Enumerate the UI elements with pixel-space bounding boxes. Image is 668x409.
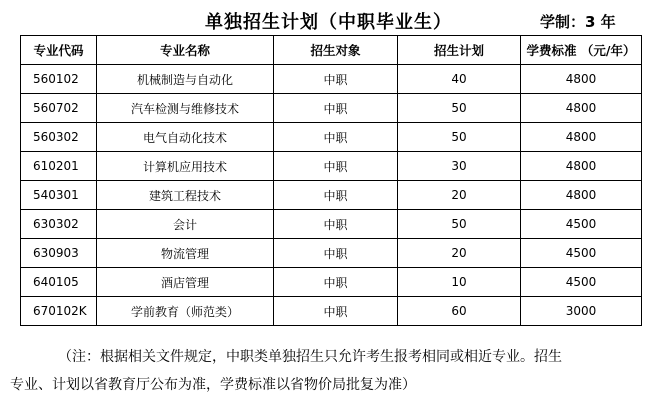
- plan-cell: 50: [398, 123, 521, 152]
- fee-cell: 4800: [521, 65, 642, 94]
- document-title: 单独招生计划（中职毕业生）: [205, 12, 452, 33]
- header-major-name: 专业名称: [97, 36, 274, 65]
- table-row: [21, 65, 642, 94]
- table-row: [21, 123, 642, 152]
- target-cell: 中职: [274, 123, 398, 152]
- table-header-row: [21, 36, 642, 65]
- major-name-cell: 建筑工程技术: [97, 181, 274, 210]
- fee-cell: 3000: [521, 297, 642, 326]
- table-row: [21, 181, 642, 210]
- major-code-cell: 560702: [21, 94, 97, 123]
- major-name-cell: 电气自动化技术: [97, 123, 274, 152]
- plan-cell: 60: [398, 297, 521, 326]
- enrollment-plan-table: [20, 35, 642, 326]
- table-row: [21, 210, 642, 239]
- target-cell: 中职: [274, 65, 398, 94]
- fee-cell: 4800: [521, 123, 642, 152]
- table-row: [21, 268, 642, 297]
- major-name-cell: 物流管理: [97, 239, 274, 268]
- target-cell: 中职: [274, 181, 398, 210]
- table-row: [21, 152, 642, 181]
- major-code-cell: 630903: [21, 239, 97, 268]
- table-row: [21, 297, 642, 326]
- plan-cell: 50: [398, 94, 521, 123]
- major-name-cell: 机械制造与自动化: [97, 65, 274, 94]
- major-code-cell: 560102: [21, 65, 97, 94]
- major-code-cell: 640105: [21, 268, 97, 297]
- target-cell: 中职: [274, 210, 398, 239]
- program-duration: 学制：3 年: [540, 13, 616, 31]
- plan-cell: 20: [398, 181, 521, 210]
- fee-cell: 4800: [521, 181, 642, 210]
- major-code-cell: 670102K: [21, 297, 97, 326]
- major-code-cell: 610201: [21, 152, 97, 181]
- fee-cell: 4500: [521, 239, 642, 268]
- footnote-line-1: （注：根据相关文件规定，中职类单独招生只允许考生报考相同或相近专业。招生: [58, 349, 562, 365]
- target-cell: 中职: [274, 152, 398, 181]
- fee-cell: 4500: [521, 268, 642, 297]
- major-name-cell: 酒店管理: [97, 268, 274, 297]
- target-cell: 中职: [274, 94, 398, 123]
- major-code-cell: 540301: [21, 181, 97, 210]
- header-enrollment-target: 招生对象: [274, 36, 398, 65]
- header-tuition-fee: 学费标准 （元/年）: [521, 36, 642, 65]
- target-cell: 中职: [274, 268, 398, 297]
- plan-cell: 30: [398, 152, 521, 181]
- plan-cell: 20: [398, 239, 521, 268]
- table-row: [21, 94, 642, 123]
- fee-cell: 4500: [521, 210, 642, 239]
- major-name-cell: 会计: [97, 210, 274, 239]
- major-code-cell: 630302: [21, 210, 97, 239]
- plan-cell: 10: [398, 268, 521, 297]
- major-name-cell: 学前教育（师范类）: [97, 297, 274, 326]
- table-row: [21, 239, 642, 268]
- target-cell: 中职: [274, 297, 398, 326]
- header-major-code: 专业代码: [21, 36, 97, 65]
- footnote-line-2: 专业、计划以省教育厅公布为准，学费标准以省物价局批复为准）: [10, 377, 416, 393]
- fee-cell: 4800: [521, 94, 642, 123]
- fee-cell: 4800: [521, 152, 642, 181]
- plan-cell: 50: [398, 210, 521, 239]
- major-name-cell: 计算机应用技术: [97, 152, 274, 181]
- major-name-cell: 汽车检测与维修技术: [97, 94, 274, 123]
- target-cell: 中职: [274, 239, 398, 268]
- plan-cell: 40: [398, 65, 521, 94]
- header-enrollment-plan: 招生计划: [398, 36, 521, 65]
- major-code-cell: 560302: [21, 123, 97, 152]
